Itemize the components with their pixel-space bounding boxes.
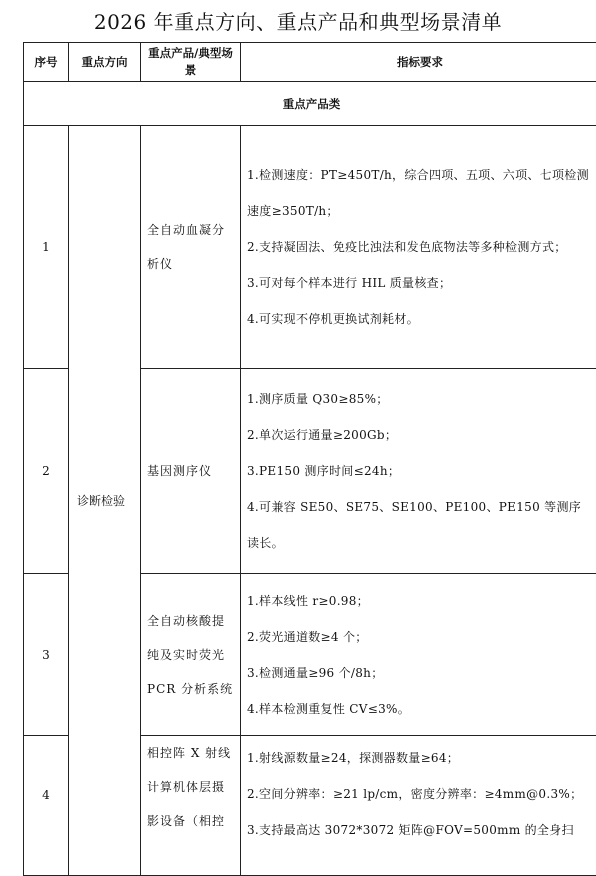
row-product: 全自动血凝分析仪 (141, 126, 241, 369)
requirement-item: 3.支持最高达 3072*3072 矩阵@FOV=500mm 的全身扫 (247, 812, 593, 848)
row-index: 3 (24, 574, 69, 736)
header-index: 序号 (24, 43, 69, 82)
requirement-item: 4.可兼容 SE50、SE75、SE100、PE100、PE150 等测序读长。 (247, 489, 593, 561)
requirement-item: 2.空间分辨率：≥21 lp/cm，密度分辨率：≥4mm@0.3%； (247, 776, 593, 812)
requirement-item: 2.单次运行通量≥200Gb； (247, 417, 593, 453)
row-product: 相控阵 X 射线计算机体层摄影设备（相控 (141, 736, 241, 876)
row-requirements (241, 574, 596, 736)
table-header-row (24, 43, 596, 82)
row-index: 2 (24, 369, 69, 574)
row-index: 4 (24, 736, 69, 876)
requirement-item: 3.PE150 测序时间≤24h； (247, 453, 593, 489)
table-row (24, 126, 596, 369)
row-requirements (241, 126, 596, 369)
direction-cell: 诊断检验 (69, 126, 141, 876)
requirement-item: 1.样本线性 r≥0.98； (247, 583, 593, 619)
requirement-item: 1.测序质量 Q30≥85%； (247, 381, 593, 417)
row-product: 基因测序仪 (141, 369, 241, 574)
requirement-item: 2.支持凝固法、免疫比浊法和发色底物法等多种检测方式； (247, 229, 593, 265)
header-product: 重点产品/典型场景 (141, 43, 241, 82)
requirement-item: 2.荧光通道数≥4 个； (247, 619, 593, 655)
row-requirements (241, 736, 596, 876)
section-label: 重点产品类 (24, 82, 596, 126)
header-direction: 重点方向 (69, 43, 141, 82)
requirement-item: 3.可对每个样本进行 HIL 质量核查； (247, 265, 593, 301)
requirement-item: 1.射线源数量≥24，探测器数量≥64； (247, 740, 593, 776)
requirement-item: 4.样本检测重复性 CV≤3%。 (247, 691, 593, 727)
document-title: 2026 年重点方向、重点产品和典型场景清单 (0, 6, 596, 35)
header-requirements: 指标要求 (241, 43, 596, 82)
requirement-item: 3.检测通量≥96 个/8h； (247, 655, 593, 691)
row-index: 1 (24, 126, 69, 369)
requirement-item: 4.可实现不停机更换试剂耗材。 (247, 301, 593, 337)
row-product: 全自动核酸提纯及实时荧光 PCR 分析系统 (141, 574, 241, 736)
row-requirements (241, 369, 596, 574)
requirement-item: 1.检测速度：PT≥450T/h，综合四项、五项、六项、七项检测速度≥350T/h； (247, 157, 593, 229)
section-row (24, 82, 596, 126)
product-list-table (23, 42, 596, 876)
